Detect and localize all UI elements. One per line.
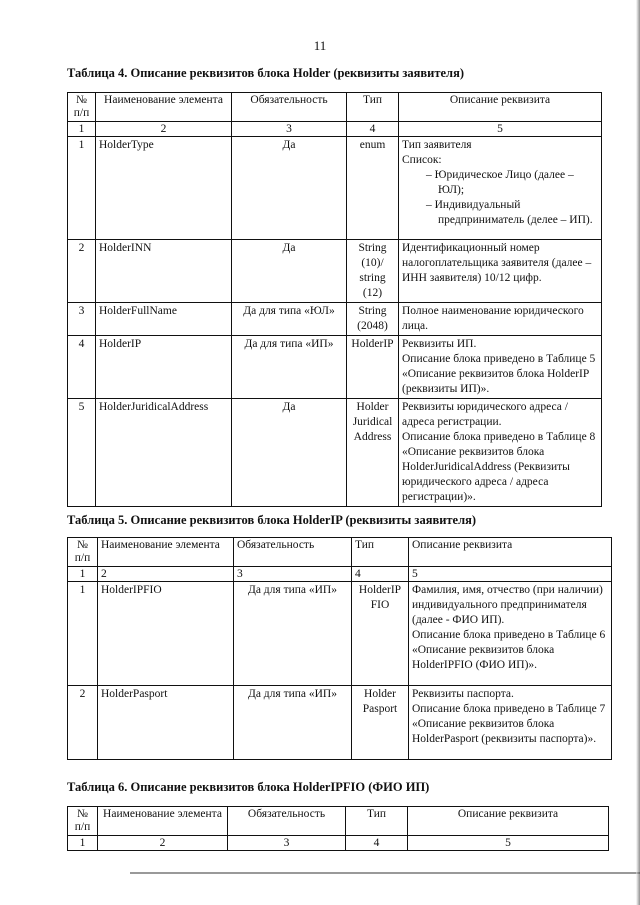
requirement: Да	[232, 399, 347, 507]
description-text: Описание блока приведено в Таблице 7 «Описание реквизитов блока HolderPasport (реквизиты паспорта)».	[412, 703, 606, 745]
description	[409, 686, 612, 760]
description	[399, 399, 602, 507]
type: HolderIP FIO	[352, 582, 409, 686]
column-number: 3	[228, 836, 346, 851]
element-name: HolderFullName	[96, 303, 232, 336]
table-header-row	[68, 538, 612, 567]
header-cell: Наименование элемента	[98, 807, 228, 836]
column-number: 4	[347, 122, 399, 137]
type: Holder Juridical Address	[347, 399, 399, 507]
description	[399, 336, 602, 399]
description-text: Список:	[402, 154, 442, 166]
table-row	[68, 686, 612, 760]
requirement: Да для типа «ИП»	[232, 336, 347, 399]
column-number-row	[68, 836, 609, 851]
column-number: 3	[234, 567, 352, 582]
element-name: HolderType	[96, 137, 232, 240]
row-number: 1	[68, 137, 96, 240]
header-cell: № п/п	[68, 807, 98, 836]
column-number: 5	[399, 122, 602, 137]
header-cell: Наименование элемента	[96, 93, 232, 122]
type: String (2048)	[347, 303, 399, 336]
scan-artifact-edge	[636, 0, 640, 905]
description: Полное наименование юридического лица.	[399, 303, 602, 336]
element-name: HolderPasport	[98, 686, 234, 760]
element-name: HolderIPFIO	[98, 582, 234, 686]
column-number: 3	[232, 122, 347, 137]
requirement: Да	[232, 240, 347, 303]
column-number: 4	[346, 836, 408, 851]
table-row	[68, 240, 602, 303]
requirement: Да для типа «ИП»	[234, 582, 352, 686]
table-4	[67, 92, 602, 507]
bullet-list	[402, 168, 598, 228]
description-text: Тип заявителя	[402, 139, 472, 151]
column-number: 1	[68, 567, 98, 582]
table-6	[67, 806, 609, 851]
description-text: Реквизиты паспорта.	[412, 688, 514, 700]
header-cell: Наименование элемента	[98, 538, 234, 567]
type: HolderIP	[347, 336, 399, 399]
table-row	[68, 336, 602, 399]
row-number: 3	[68, 303, 96, 336]
table-6-caption: Таблица 6. Описание реквизитов блока HolderIPFIO (ФИО ИП)	[67, 780, 430, 794]
description-text: Описание блока приведено в Таблице 8 «Описание реквизитов блока HolderJuridicalAddress (Реквизиты юридического адреса / адреса регистрации)».	[402, 431, 596, 503]
type: Holder Pasport	[352, 686, 409, 760]
description-text: Фамилия, имя, отчество (при наличии) индивидуального предпринимателя (далее - ФИО ИП).	[412, 584, 603, 626]
table-header-row	[68, 93, 602, 122]
table-row	[68, 399, 602, 507]
header-cell: Обязательность	[228, 807, 346, 836]
type: String (10)/ string (12)	[347, 240, 399, 303]
page-number: 11	[313, 38, 327, 53]
description-text: Реквизиты ИП.	[402, 338, 477, 350]
column-number: 2	[98, 836, 228, 851]
column-number: 1	[68, 122, 96, 137]
table-4-caption: Таблица 4. Описание реквизитов блока Holder (реквизиты заявителя)	[67, 66, 464, 80]
element-name: HolderINN	[96, 240, 232, 303]
column-number: 4	[352, 567, 409, 582]
row-number: 4	[68, 336, 96, 399]
header-cell: Тип	[346, 807, 408, 836]
type: enum	[347, 137, 399, 240]
header-cell: № п/п	[68, 93, 96, 122]
row-number: 1	[68, 582, 98, 686]
table-5	[67, 537, 612, 760]
table-5-caption: Таблица 5. Описание реквизитов блока HolderIP (реквизиты заявителя)	[67, 513, 477, 527]
scan-artifact-line	[130, 872, 640, 874]
description-text: Описание блока приведено в Таблице 6 «Описание реквизитов блока HolderIPFIO (ФИО ИП)».	[412, 629, 606, 671]
list-item: – Индивидуальный предприниматель (делее – ИП).	[412, 198, 598, 228]
description: Идентификационный номер налогоплательщика заявителя (далее – ИНН заявителя) 10/12 цифр.	[399, 240, 602, 303]
description	[399, 137, 602, 240]
description	[409, 582, 612, 686]
table-row	[68, 303, 602, 336]
column-number: 1	[68, 836, 98, 851]
header-cell: Описание реквизита	[409, 538, 612, 567]
description-text: Реквизиты юридического адреса / адреса регистрации.	[402, 401, 568, 428]
requirement: Да для типа «ЮЛ»	[232, 303, 347, 336]
element-name: HolderJuridicalAddress	[96, 399, 232, 507]
row-number: 5	[68, 399, 96, 507]
requirement: Да для типа «ИП»	[234, 686, 352, 760]
column-number: 2	[96, 122, 232, 137]
list-item: – Юридическое Лицо (далее – ЮЛ);	[412, 168, 598, 198]
element-name: HolderIP	[96, 336, 232, 399]
table-row	[68, 582, 612, 686]
header-cell: Описание реквизита	[408, 807, 609, 836]
table-row	[68, 137, 602, 240]
column-number: 5	[409, 567, 612, 582]
header-cell: № п/п	[68, 538, 98, 567]
header-cell: Обязательность	[232, 93, 347, 122]
header-cell: Описание реквизита	[399, 93, 602, 122]
table-header-row	[68, 807, 609, 836]
row-number: 2	[68, 240, 96, 303]
description-text: Описание блока приведено в Таблице 5 «Описание реквизитов блока HolderIP (реквизиты ИП)».	[402, 353, 596, 395]
row-number: 2	[68, 686, 98, 760]
header-cell: Обязательность	[234, 538, 352, 567]
header-cell: Тип	[347, 93, 399, 122]
column-number: 5	[408, 836, 609, 851]
header-cell: Тип	[352, 538, 409, 567]
column-number-row	[68, 567, 612, 582]
requirement: Да	[232, 137, 347, 240]
column-number: 2	[98, 567, 234, 582]
column-number-row	[68, 122, 602, 137]
